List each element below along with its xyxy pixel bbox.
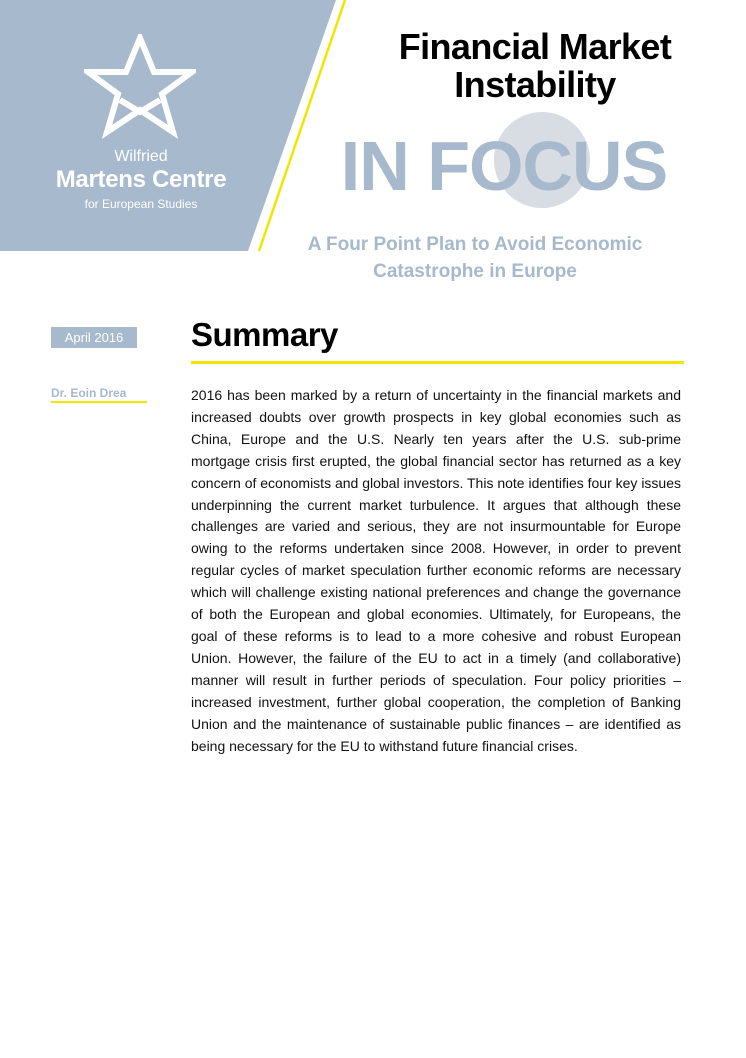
- section-heading: Summary: [191, 316, 338, 353]
- series-label: IN FOCUS: [340, 127, 668, 205]
- heading-divider: [191, 361, 684, 364]
- logo-text-martens-centre: Martens Centre: [55, 166, 227, 193]
- summary-paragraph: 2016 has been marked by a return of uncertainty in the financial markets and increased doubts over growth prospects in key global economies such as China, Europe and the U.S. Nearly ten years after the U.S. sub-prime mortgage crisis first erupted, the global financial sector has returned as a key concern of economists and global investors. This note identifies four key issues underpinning the current market turbulence. It argues that although these challenges are varied and serious, they are not insurmountable for Europe owing to the reforms undertaken since 2008. However, in order to prevent regular cycles of market speculation further economic reforms are necessary which will challenge existing national preferences and change the governance of both the European and global economies. Ultimately, for Europeans, the goal of these reforms is to lead to a more cohesive and robust European Union. However, the failure of the EU to act in a timely (and collaborative) manner will result in further periods of speculation. Four policy priorities – increased investment, further global cooperation, the completion of Banking Union and the maintenance of sustainable public finances – are identified as being necessary for the EU to withstand future financial crises.: [191, 387, 681, 754]
- logo-text-wilfried: Wilfried: [114, 148, 168, 165]
- document-subtitle: A Four Point Plan to Avoid Economic Catastrophe in Europe: [307, 234, 643, 282]
- document-title: Financial Market Instability: [398, 26, 672, 105]
- date-badge: April 2016: [51, 327, 137, 348]
- star-logo-icon: [84, 34, 196, 144]
- logo-text-european-studies: for European Studies: [84, 197, 198, 211]
- author-name: Dr. Eoin Drea: [51, 385, 147, 403]
